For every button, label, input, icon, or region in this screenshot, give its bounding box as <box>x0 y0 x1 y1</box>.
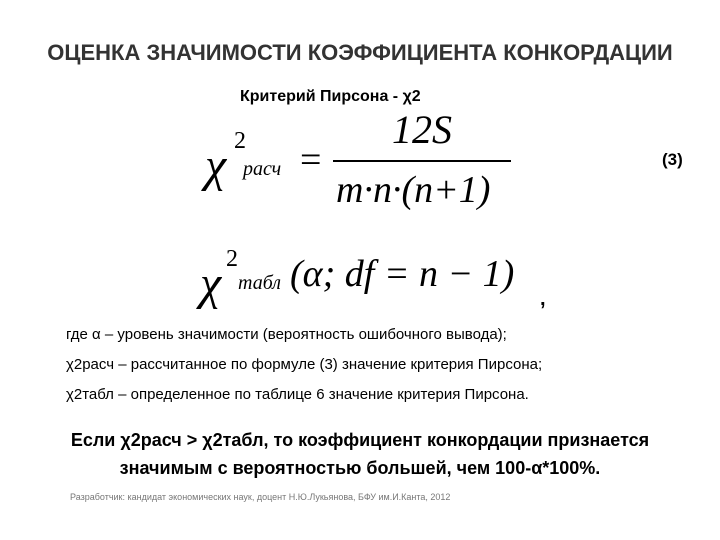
page-title: ОЦЕНКА ЗНАЧИМОСТИ КОЭФФИЦИЕНТА КОНКОРДАЦИИ <box>47 40 673 65</box>
chi-subscript: расч <box>243 158 282 180</box>
trailing-comma: , <box>540 288 546 310</box>
fraction-denominator: m·n·(n+1) <box>336 169 491 211</box>
chi-exponent: 2 <box>234 128 246 154</box>
author-credit: Разработчик: кандидат экономических наук, доцент Н.Ю.Лукьянова, БФУ им.И.Канта, 2012 <box>70 492 451 502</box>
conclusion-line-1: Если χ2расч > χ2табл, то коэффициент конкордации признается <box>70 430 650 450</box>
chi-symbol: χ <box>200 257 222 310</box>
fraction-numerator: 12S <box>392 107 452 152</box>
definition-chi-table: χ2табл – определенное по таблице 6 значение критерия Пирсона. <box>66 386 529 403</box>
criterion-subtitle: Критерий Пирсона - χ2 <box>240 88 421 105</box>
chi-symbol: χ <box>205 139 227 192</box>
equals-sign: = <box>300 139 322 181</box>
formula-argument: (α; df = n − 1) <box>290 253 515 295</box>
chi-exponent: 2 <box>226 246 238 272</box>
equation-number: (3) <box>662 150 683 169</box>
fraction-bar <box>333 160 511 162</box>
definition-alpha: где α – уровень значимости (вероятность ошибочного вывода); <box>66 326 507 343</box>
definition-chi-calc: χ2расч – рассчитанное по формуле (3) значение критерия Пирсона; <box>66 356 543 373</box>
conclusion-line-2: значимым с вероятностью большей, чем 100-α*100%. <box>119 458 601 478</box>
chi-subscript: табл <box>238 272 281 294</box>
definitions-list <box>66 320 542 410</box>
conclusion <box>0 426 720 482</box>
